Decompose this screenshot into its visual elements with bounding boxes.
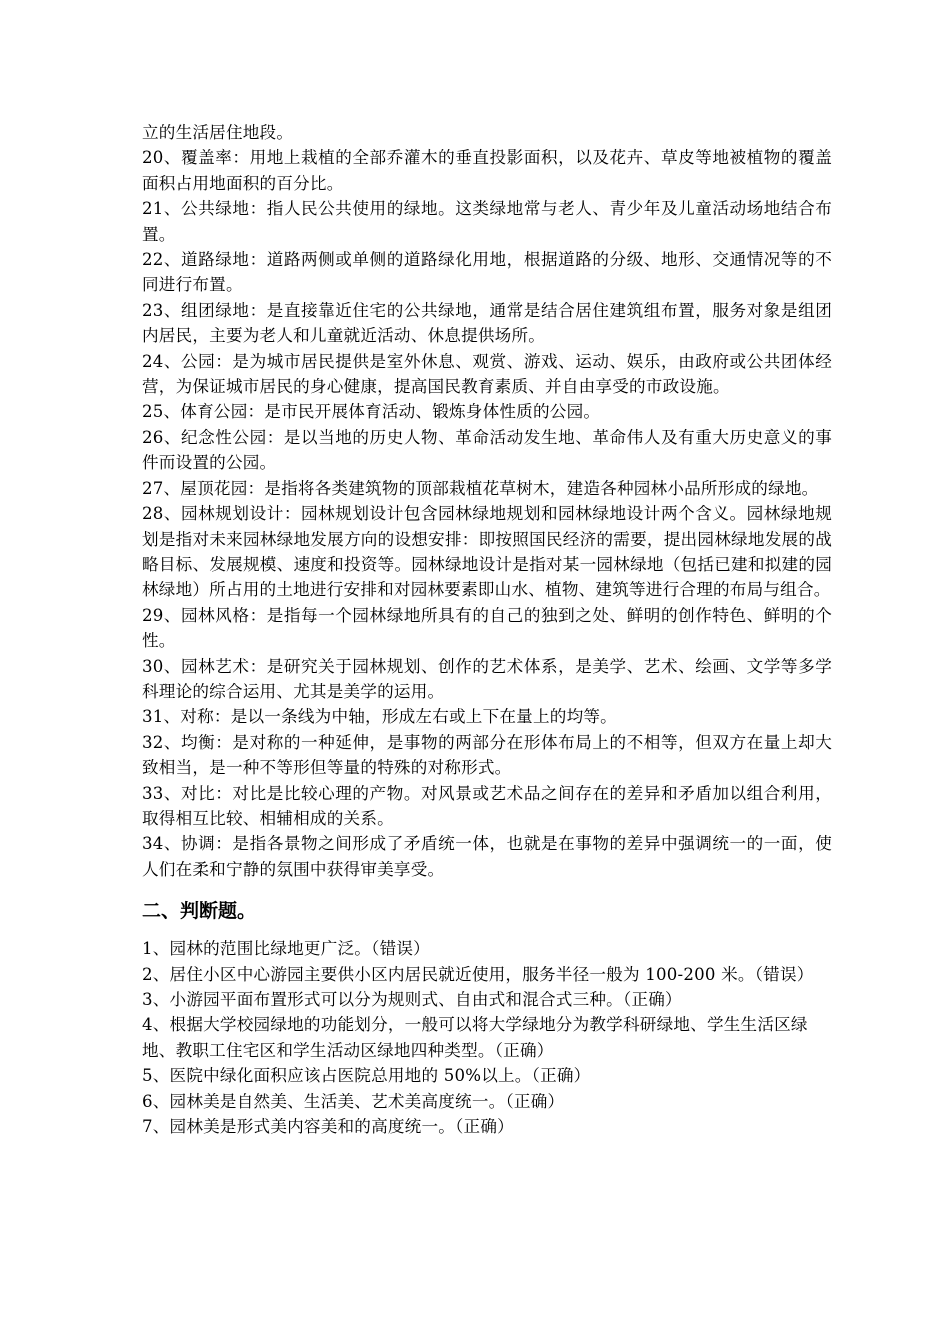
definition-symmetry: 31、对称：是以一条线为中轴，形成左右或上下在量上的均等。 (142, 707, 617, 727)
definition-balance: 32、均衡：是对称的一种延伸，是事物的两部分在形体布局上的不相等，但双方在量上却大致相当，是一种不等形但等量的特殊的对称形式。 (142, 732, 832, 778)
definition-memorial-park: 26、纪念性公园：是以当地的历史人物、革命活动发生地、革命伟人及有重大历史意义的事件而设置的公园。 (142, 427, 832, 473)
definition-harmony: 34、协调：是指各景物之间形成了矛盾统一体，也就是在事物的差异中强调统一的一面，使人们在柔和宁静的氛围中获得审美享受。 (142, 834, 832, 879)
judgment-item: 1、园林的范围比绿地更广泛。（错误） (142, 939, 430, 959)
section-heading-judgment: 二、判断题。 (142, 900, 257, 923)
judgment-item: 3、小游园平面布置形式可以分为规则式、自由式和混合式三种。（正确） (142, 990, 682, 1009)
definition-garden-art: 30、园林艺术：是研究关于园林规划、创作的艺术体系，是美学、艺术、绘画、文学等多学科理论的综合运用、尤其是美学的运用。 (142, 656, 832, 701)
definition-sports-park: 25、体育公园：是市民开展体育活动、锻炼身体性质的公园。 (142, 402, 601, 422)
definition-cluster-green-space: 23、组团绿地：是直接靠近住宅的公共绿地，通常是结合居住建筑组布置，服务对象是组团内居民，主要为老人和儿童就近活动、休息提供场所。 (142, 300, 832, 346)
definition-road-green-space: 22、道路绿地：道路两侧或单侧的道路绿化用地，根据道路的分级、地形、交通情况等的不同进行布置。 (142, 250, 832, 295)
definition-landscape-planning: 28、园林规划设计：园林规划设计包含园林绿地规划和园林绿地设计两个含义。园林绿地规划是指对未来园林绿地发展方向的设想安排：即按照国民经济的需要，提出园林绿地发展的战略目标、发展规模、速度和投资等。园林绿地设计是指对某一园林绿地（包括已建和拟建的园林绿地）所占用的土地进行安排和对园林要素即山水、植物、建筑等进行合理的布局与组合。 (142, 504, 832, 600)
judgment-item: 6、园林美是自然美、生活美、艺术美高度统一。（正确） (142, 1091, 565, 1111)
definition-coverage-rate: 20、覆盖率：用地上栽植的全部乔灌木的垂直投影面积，以及花卉、草皮等地被植物的覆盖面积占用地面积的百分比。 (142, 148, 832, 193)
judgment-item: 7、园林美是形式美内容美和的高度统一。（正确） (142, 1117, 514, 1137)
judgment-item: 2、居住小区中心游园主要供小区内居民就近使用，服务半径一般为 100-200 米。（错误） (142, 964, 814, 984)
definition-fragment: 立的生活居住地段。 (142, 123, 294, 142)
definition-public-green-space: 21、公共绿地：指人民公共使用的绿地。这类绿地常与老人、青少年及儿童活动场地结合布置。 (142, 199, 832, 244)
definition-roof-garden: 27、屋顶花园：是指将各类建筑物的顶部栽植花草树木，建造各种园林小品所形成的绿地。 (142, 478, 819, 498)
document-page (142, 120, 832, 1139)
definition-garden-style: 29、园林风格：是指每一个园林绿地所具有的自己的独到之处、鲜明的创作特色、鲜明的个性。 (142, 605, 832, 651)
definition-contrast: 33、对比：对比是比较心理的产物。对风景或艺术品之间存在的差异和矛盾加以组合利用，取得相互比较、相辅相成的关系。 (142, 783, 832, 828)
judgment-item: 4、根据大学校园绿地的功能划分，一般可以将大学绿地分为教学科研绿地、学生生活区绿地、教职工住宅区和学生活动区绿地四种类型。（正确） (142, 1015, 808, 1060)
judgment-item: 5、医院中绿化面积应该占医院总用地的 50%以上。（正确） (142, 1066, 591, 1086)
definition-park: 24、公园：是为城市居民提供是室外休息、观赏、游戏、运动、娱乐，由政府或公共团体经营，为保证城市居民的身心健康，提高国民教育素质、并自由享受的市政设施。 (142, 351, 832, 397)
